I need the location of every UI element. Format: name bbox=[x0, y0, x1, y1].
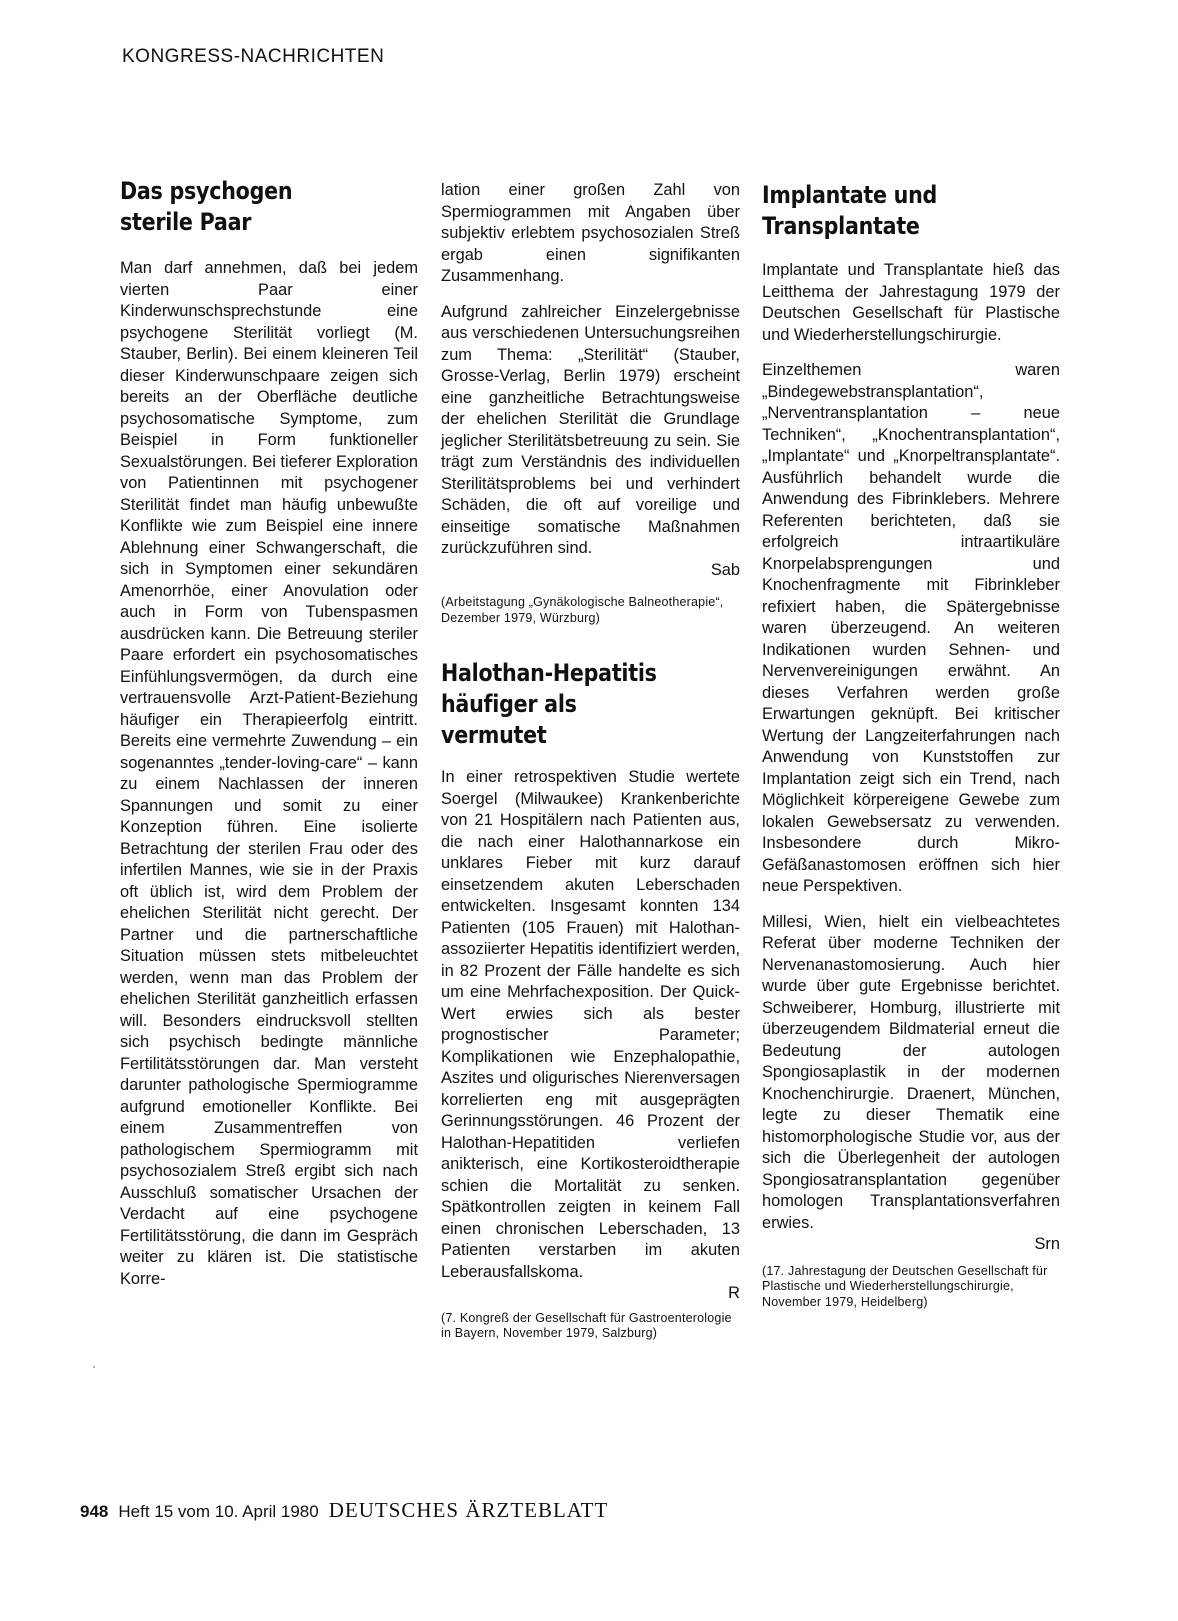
print-speck bbox=[93, 1366, 95, 1368]
article-title-sterile: Das psychogen sterile Paar bbox=[120, 177, 293, 236]
article-title-halothan: Halothan-Hepatitis häufiger als vermutet bbox=[441, 659, 657, 749]
journal-name: DEUTSCHES ÄRZTEBLATT bbox=[328, 1498, 609, 1522]
signature-implantate: Srn bbox=[1034, 1235, 1060, 1253]
source-halothan: (7. Kongreß der Gesellschaft für Gastroenterologie in Bayern, November 1979, Salzburg) bbox=[441, 1310, 732, 1340]
article-body-implantate-part2: Einzelthemen waren „Bindegewebstransplantation“, „Nerventransplantation – neue Techniken“, „Knochentransplantation“, „Implantate“ und „Knorpeltransplantate“. Ausführlich behandelt wurde die Anwendung des Fibrinklebers. Mehrere Referenten berichteten, daß sie erfolgreich intraartikuläre Knorpelabsprengungen und Knochenfragmente mit Fibrinkleber refixiert haben, die Spätergebnisse waren überzeugend. An weiteren Indikationen wurden Sehnen- und Nervenvereinigungen erwähnt. An dieses Verfahren werden große Erwartungen geknüpft. Bei kritischer Wertung der Langzeiterfahrungen nach Anwendung von Kunststoffen zur Implantation zeigt sich ein Trend, nach Möglichkeit körpereigene Gewebe zum lokalen Gewebsersatz zu verwenden. Insbesondere durch Mikro-Gefäßanastomosen eröffnen sich hier neue Perspektiven. bbox=[762, 361, 1060, 895]
signature-halothan: R bbox=[728, 1284, 740, 1302]
article-body-halothan: In einer retrospektiven Studie wertete Soergel (Milwaukee) Krankenberichte von 21 Hospitälern nach Patienten aus, die nach einer Halothannarkose ein unklares Fieber mit kurz darauf einsetzendem akuten Leberschaden entwickelten. Insgesamt konnten 134 Patienten (105 Frauen) mit Halothan-assoziierter Hepatitis identifiziert werden, in 82 Prozent der Fälle handelte es sich um eine Mehrfachexposition. Der Quick-Wert erwies sich als bester prognostischer Parameter; Komplikationen wie Enzephalopathie, Aszites und oligurisches Nierenversagen korrelierten eng mit ausgeprägten Gerinnungsstörungen. 46 Prozent der Halothan-Hepatitiden verliefen anikterisch, eine Kortikosteroidtherapie schien die Mortalität zu senken. Spätkontrollen zeigten in keinem Fall einen chronischen Leberschaden, 13 Patienten verstarben im akuten Leberausfallskoma. bbox=[441, 768, 740, 1281]
source-implantate: (17. Jahrestagung der Deutschen Gesellschaft für Plastische und Wiederherstellungschirurgie, November 1979, Heidelberg) bbox=[762, 1263, 1048, 1309]
column-2 bbox=[441, 180, 740, 1342]
article-body-sterile-part2: lation einer großen Zahl von Spermiogrammen mit Angaben über subjektiv erlebtem psychosozialen Streß ergab einen signifikanten Zusammenhang. bbox=[441, 181, 740, 285]
page-number: 948 bbox=[80, 1502, 109, 1521]
article-title-implantate: Implantate und Transplantate bbox=[762, 181, 938, 240]
section-header: KONGRESS-NACHRICHTEN bbox=[122, 46, 385, 67]
article-body-implantate-part3: Millesi, Wien, hielt ein vielbeachtetes Referat über moderne Techniken der Nervenanastomosierung. Auch hier wurde über gute Ergebnisse berichtet. Schweiberer, Homburg, illustrierte mit überzeugendem Bildmaterial erneut die Bedeutung der autologen Spongiosaplastik in der modernen Knochenchirurgie. Draenert, München, legte zu dieser Thematik eine histomorphologische Studie vor, aus der sich die Überlegenheit der autologen Spongiosatransplantation gegenüber homologen Transplantationsverfahren erwies. bbox=[762, 912, 1060, 1232]
article-body-sterile-part3: Aufgrund zahlreicher Einzelergebnisse aus verschiedenen Untersuchungsreihen zum Thema: „Sterilität“ (Stauber, Grosse-Verlag, Berlin 1979) erscheint eine ganzheitliche Betrachtungsweise der ehelichen Sterilität die Grundlage jeglicher Sterilitätsbetreuung zu sein. Sie trägt zum Verständnis des individuellen Sterilitätsproblems bei und verhindert Schäden, die oft auf voreilige und einseitige somatische Maßnahmen zurückzuführen sind. bbox=[441, 302, 740, 557]
article-body-implantate-part1: Implantate und Transplantate hieß das Leitthema der Jahrestagung 1979 der Deutschen Gesellschaft für Plastische und Wiederherstellungschirurgie. bbox=[762, 261, 1060, 344]
page-footer bbox=[80, 1498, 608, 1523]
issue-info: Heft 15 vom 10. April 1980 bbox=[118, 1502, 319, 1521]
column-3 bbox=[762, 180, 1060, 1310]
article-body-sterile-part1: Man darf annehmen, daß bei jedem vierten Paar einer Kinderwunschsprechstunde eine psychogene Sterilität vorliegt (M. Stauber, Berlin). Bei einem kleineren Teil dieser Kinderwunschpaare zeigen sich bereits an der Oberfläche deutliche psychosomatische Symptome, zum Beispiel in Form funktioneller Sexualstörungen. Bei tieferer Exploration von Patientinnen mit psychogener Sterilität findet man häufig unbewußte Konflikte wie zum Beispiel eine innere Ablehnung einer Schwangerschaft, die sich in Symptomen einer sekundären Amenorrhöe, einer Anovulation oder auch in Form von Tubenspasmen ausdrücken kann. Die Betreuung steriler Paare erfordert ein psychosomatisches Einfühlungsvermögen, da durch eine vertrauensvolle Arzt-Patient-Beziehung häufiger ein Therapieerfolg eintritt. Bereits eine vermehrte Zuwendung – ein sogenanntes „tender-loving-care“ – kann zu einem Nachlassen der inneren Spannungen und somit zu einer Konzeption führen. Eine isolierte Betrachtung der sterilen Frau oder des infertilen Mannes, wie sie in der Praxis oft üblich ist, wird dem Problem der ehelichen Sterilität nicht gerecht. Der Partner und die partnerschaftliche Situation müssen stets mitbeleuchtet werden, wenn man das Problem der ehelichen Sterilität ganzheitlich erfassen will. Besonders eindrucksvoll stellten sich psychisch bedingte männliche Fertilitätsstörungen dar. Man versteht darunter pathologische Spermiogramme aufgrund emotioneller Konflikte. Bei einem Zusammentreffen von pathologischem Spermiogramm mit psychosozialem Streß ergibt sich nach Ausschluß somatischer Ursachen der Verdacht auf eine psychogene Fertilitätsstörung, die dann im Gespräch weiter zu klären ist. Die statistische Korre- bbox=[120, 259, 418, 1288]
source-sterile: (Arbeitstagung „Gynäkologische Balneotherapie“, Dezember 1979, Würzburg) bbox=[441, 595, 724, 625]
column-1 bbox=[120, 176, 418, 1290]
signature-sterile: Sab bbox=[710, 560, 740, 579]
